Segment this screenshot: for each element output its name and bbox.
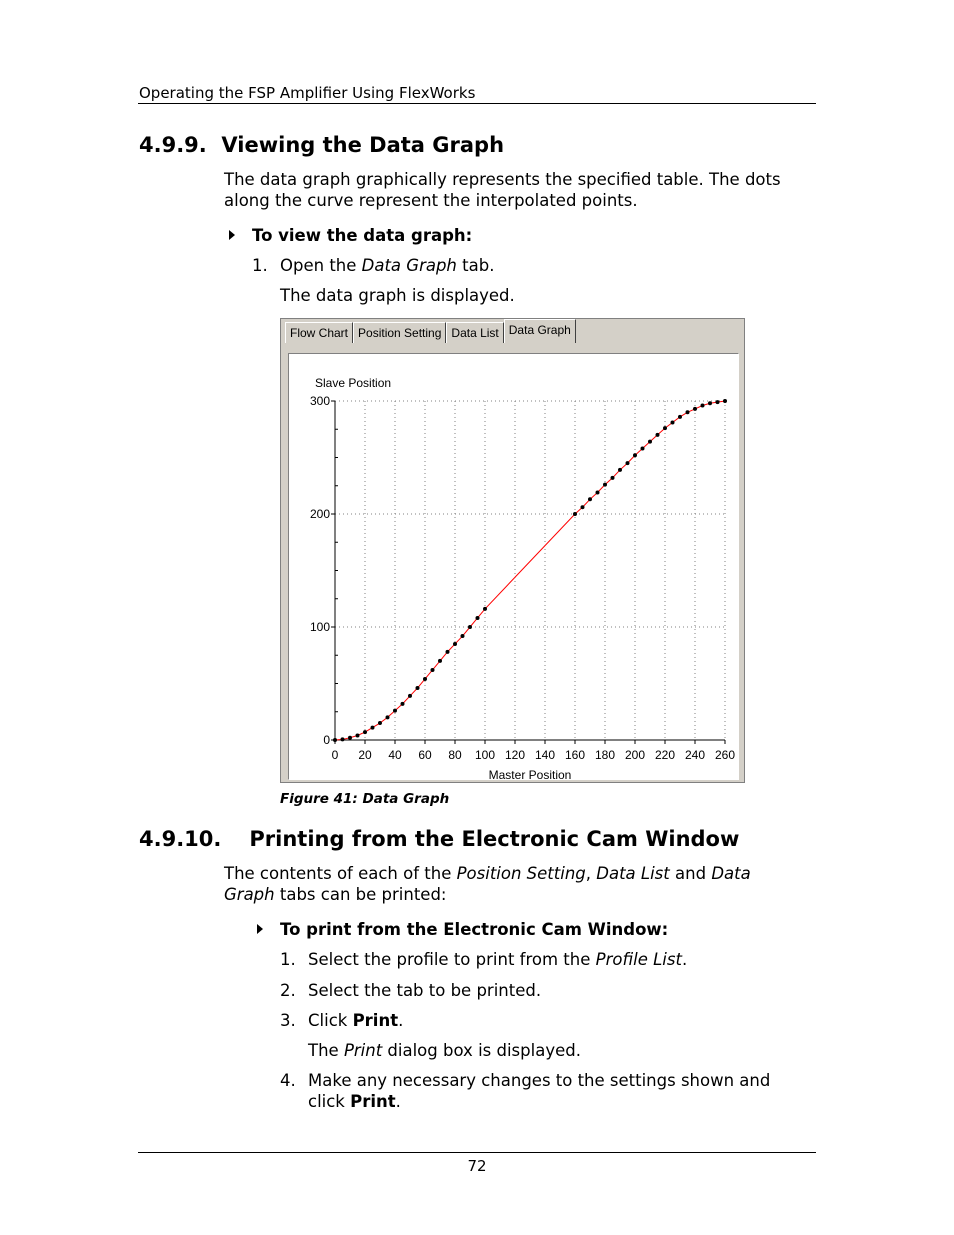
y-tick-label: 200 (309, 507, 330, 521)
figure-caption: Figure 41: Data Graph (280, 791, 450, 807)
y-tick-label: 300 (309, 394, 330, 408)
step-text (308, 1070, 770, 1112)
page-number: 72 (467, 1157, 487, 1175)
data-point (401, 702, 405, 706)
step-number: 4. (280, 1071, 296, 1090)
x-tick-label: 180 (594, 748, 616, 762)
data-point (333, 738, 337, 742)
step-text-emphasis: Print (343, 1041, 383, 1060)
procedure-title: To view the data graph: (252, 226, 473, 245)
step-text-part: Click (308, 1011, 353, 1030)
y-tick-label: 0 (323, 733, 330, 747)
intro-emphasis: Data (711, 864, 751, 883)
data-graph-window-screenshot (280, 318, 745, 783)
step-number: 1. (280, 950, 296, 969)
step-result (308, 1040, 581, 1061)
data-point (371, 726, 375, 730)
data-point (626, 461, 630, 465)
step-text-line (308, 1091, 770, 1112)
data-point (693, 407, 697, 411)
data-point (468, 625, 472, 629)
data-point (663, 426, 667, 430)
step-number: 1. (252, 256, 268, 275)
data-point (581, 505, 585, 509)
intro-emphasis: Position Setting (456, 864, 586, 883)
data-point (393, 709, 397, 713)
step-number: 2. (280, 981, 296, 1000)
x-tick-label: 100 (474, 748, 496, 762)
step-text-part: . (681, 950, 688, 969)
x-tick-label: 140 (534, 748, 556, 762)
step-text (308, 949, 687, 970)
y-axis-label: Slave Position (315, 376, 392, 390)
data-point (678, 415, 682, 419)
intro-line: The data graph graphically represents the specified table. The dots (224, 170, 781, 189)
data-point (438, 659, 442, 663)
data-point (363, 730, 367, 734)
tab-strip (285, 321, 576, 343)
data-point (701, 404, 705, 408)
data-point (573, 512, 577, 516)
section-number: 4.9.10. (139, 827, 222, 851)
intro-part: , (585, 864, 597, 883)
section-heading-4-9-9 (139, 133, 504, 157)
data-point (423, 677, 427, 681)
data-point (356, 733, 360, 737)
tab-data-graph[interactable]: Data Graph (504, 319, 576, 343)
data-point (378, 721, 382, 725)
x-tick-label: 60 (418, 748, 432, 762)
x-tick-label: 20 (358, 748, 372, 762)
x-tick-label: 40 (388, 748, 402, 762)
x-axis-label: Master Position (488, 768, 572, 779)
section-intro (224, 169, 781, 211)
data-point (341, 737, 345, 741)
x-tick-label: 80 (448, 748, 462, 762)
step-text-emphasis: Profile List (595, 950, 682, 969)
step-text-part: . (398, 1011, 404, 1030)
step-text-part: tab. (456, 256, 495, 275)
data-point (483, 607, 487, 611)
intro-part: The contents of each of the (224, 864, 457, 883)
step-text-part: dialog box is displayed. (382, 1041, 581, 1060)
intro-line (224, 884, 751, 905)
step-text-part: Open the (280, 256, 362, 275)
intro-emphasis: Data List (596, 864, 670, 883)
data-point (408, 694, 412, 698)
header-rule (138, 103, 816, 104)
procedure-arrow-icon (229, 230, 235, 240)
intro-part: and (669, 864, 712, 883)
step-text (280, 255, 494, 276)
data-curve-line (335, 401, 725, 740)
tab-flow-chart[interactable]: Flow Chart (285, 322, 353, 343)
data-point (596, 491, 600, 495)
step-number: 3. (280, 1011, 296, 1030)
data-point (476, 616, 480, 620)
data-point (446, 650, 450, 654)
data-point (648, 440, 652, 444)
data-point (723, 399, 727, 403)
procedure-title: To print from the Electronic Cam Window: (280, 920, 669, 939)
data-point (588, 497, 592, 501)
step-text-part: Select the profile to print from the (308, 950, 596, 969)
data-point (348, 736, 352, 740)
step-text-part: The (308, 1041, 344, 1060)
section-title: Viewing the Data Graph (221, 133, 505, 157)
step-result: The data graph is displayed. (280, 286, 515, 305)
section-title: Printing from the Electronic Cam Window (249, 827, 740, 851)
y-tick-label: 100 (309, 620, 330, 634)
x-tick-label: 0 (331, 748, 339, 762)
running-header: Operating the FSP Amplifier Using FlexWorks (139, 84, 476, 102)
x-tick-label: 120 (504, 748, 526, 762)
section-number: 4.9.9. (139, 133, 207, 157)
step-text-emphasis: Data Graph (361, 256, 457, 275)
step-text-bold: Print (350, 1092, 396, 1111)
step-text-part: . (395, 1092, 401, 1111)
x-tick-label: 260 (714, 748, 736, 762)
data-point (716, 400, 720, 404)
x-tick-label: 200 (624, 748, 646, 762)
data-graph-chart (289, 354, 738, 779)
data-point (708, 401, 712, 405)
step-text-line: Make any necessary changes to the settings shown and (308, 1071, 771, 1090)
graph-panel (288, 353, 739, 780)
intro-emphasis: Graph (224, 885, 275, 904)
step-text (308, 1010, 403, 1031)
data-point (633, 453, 637, 457)
data-point (461, 634, 465, 638)
data-point (453, 642, 457, 646)
step-text: Select the tab to be printed. (308, 981, 542, 1000)
x-tick-label: 160 (564, 748, 586, 762)
intro-line (224, 863, 751, 884)
data-point (618, 468, 622, 472)
step-text-part: click (308, 1092, 351, 1111)
data-point (686, 410, 690, 414)
tab-data-list[interactable]: Data List (446, 322, 503, 343)
data-point (431, 668, 435, 672)
data-point (386, 715, 390, 719)
data-point (603, 483, 607, 487)
step-text-bold: Print (352, 1011, 399, 1030)
section-intro (224, 863, 751, 905)
intro-line: along the curve represent the interpolated points. (224, 191, 638, 210)
data-point (656, 433, 660, 437)
section-heading-4-9-10 (139, 827, 739, 851)
data-point (416, 686, 420, 690)
intro-part: tabs can be printed: (274, 885, 447, 904)
data-point (671, 420, 675, 424)
data-point (611, 476, 615, 480)
procedure-arrow-icon (257, 924, 263, 934)
data-point (641, 446, 645, 450)
x-tick-label: 220 (654, 748, 676, 762)
tab-position-setting[interactable]: Position Setting (353, 322, 446, 343)
footer-rule (138, 1152, 816, 1153)
x-tick-label: 240 (684, 748, 706, 762)
